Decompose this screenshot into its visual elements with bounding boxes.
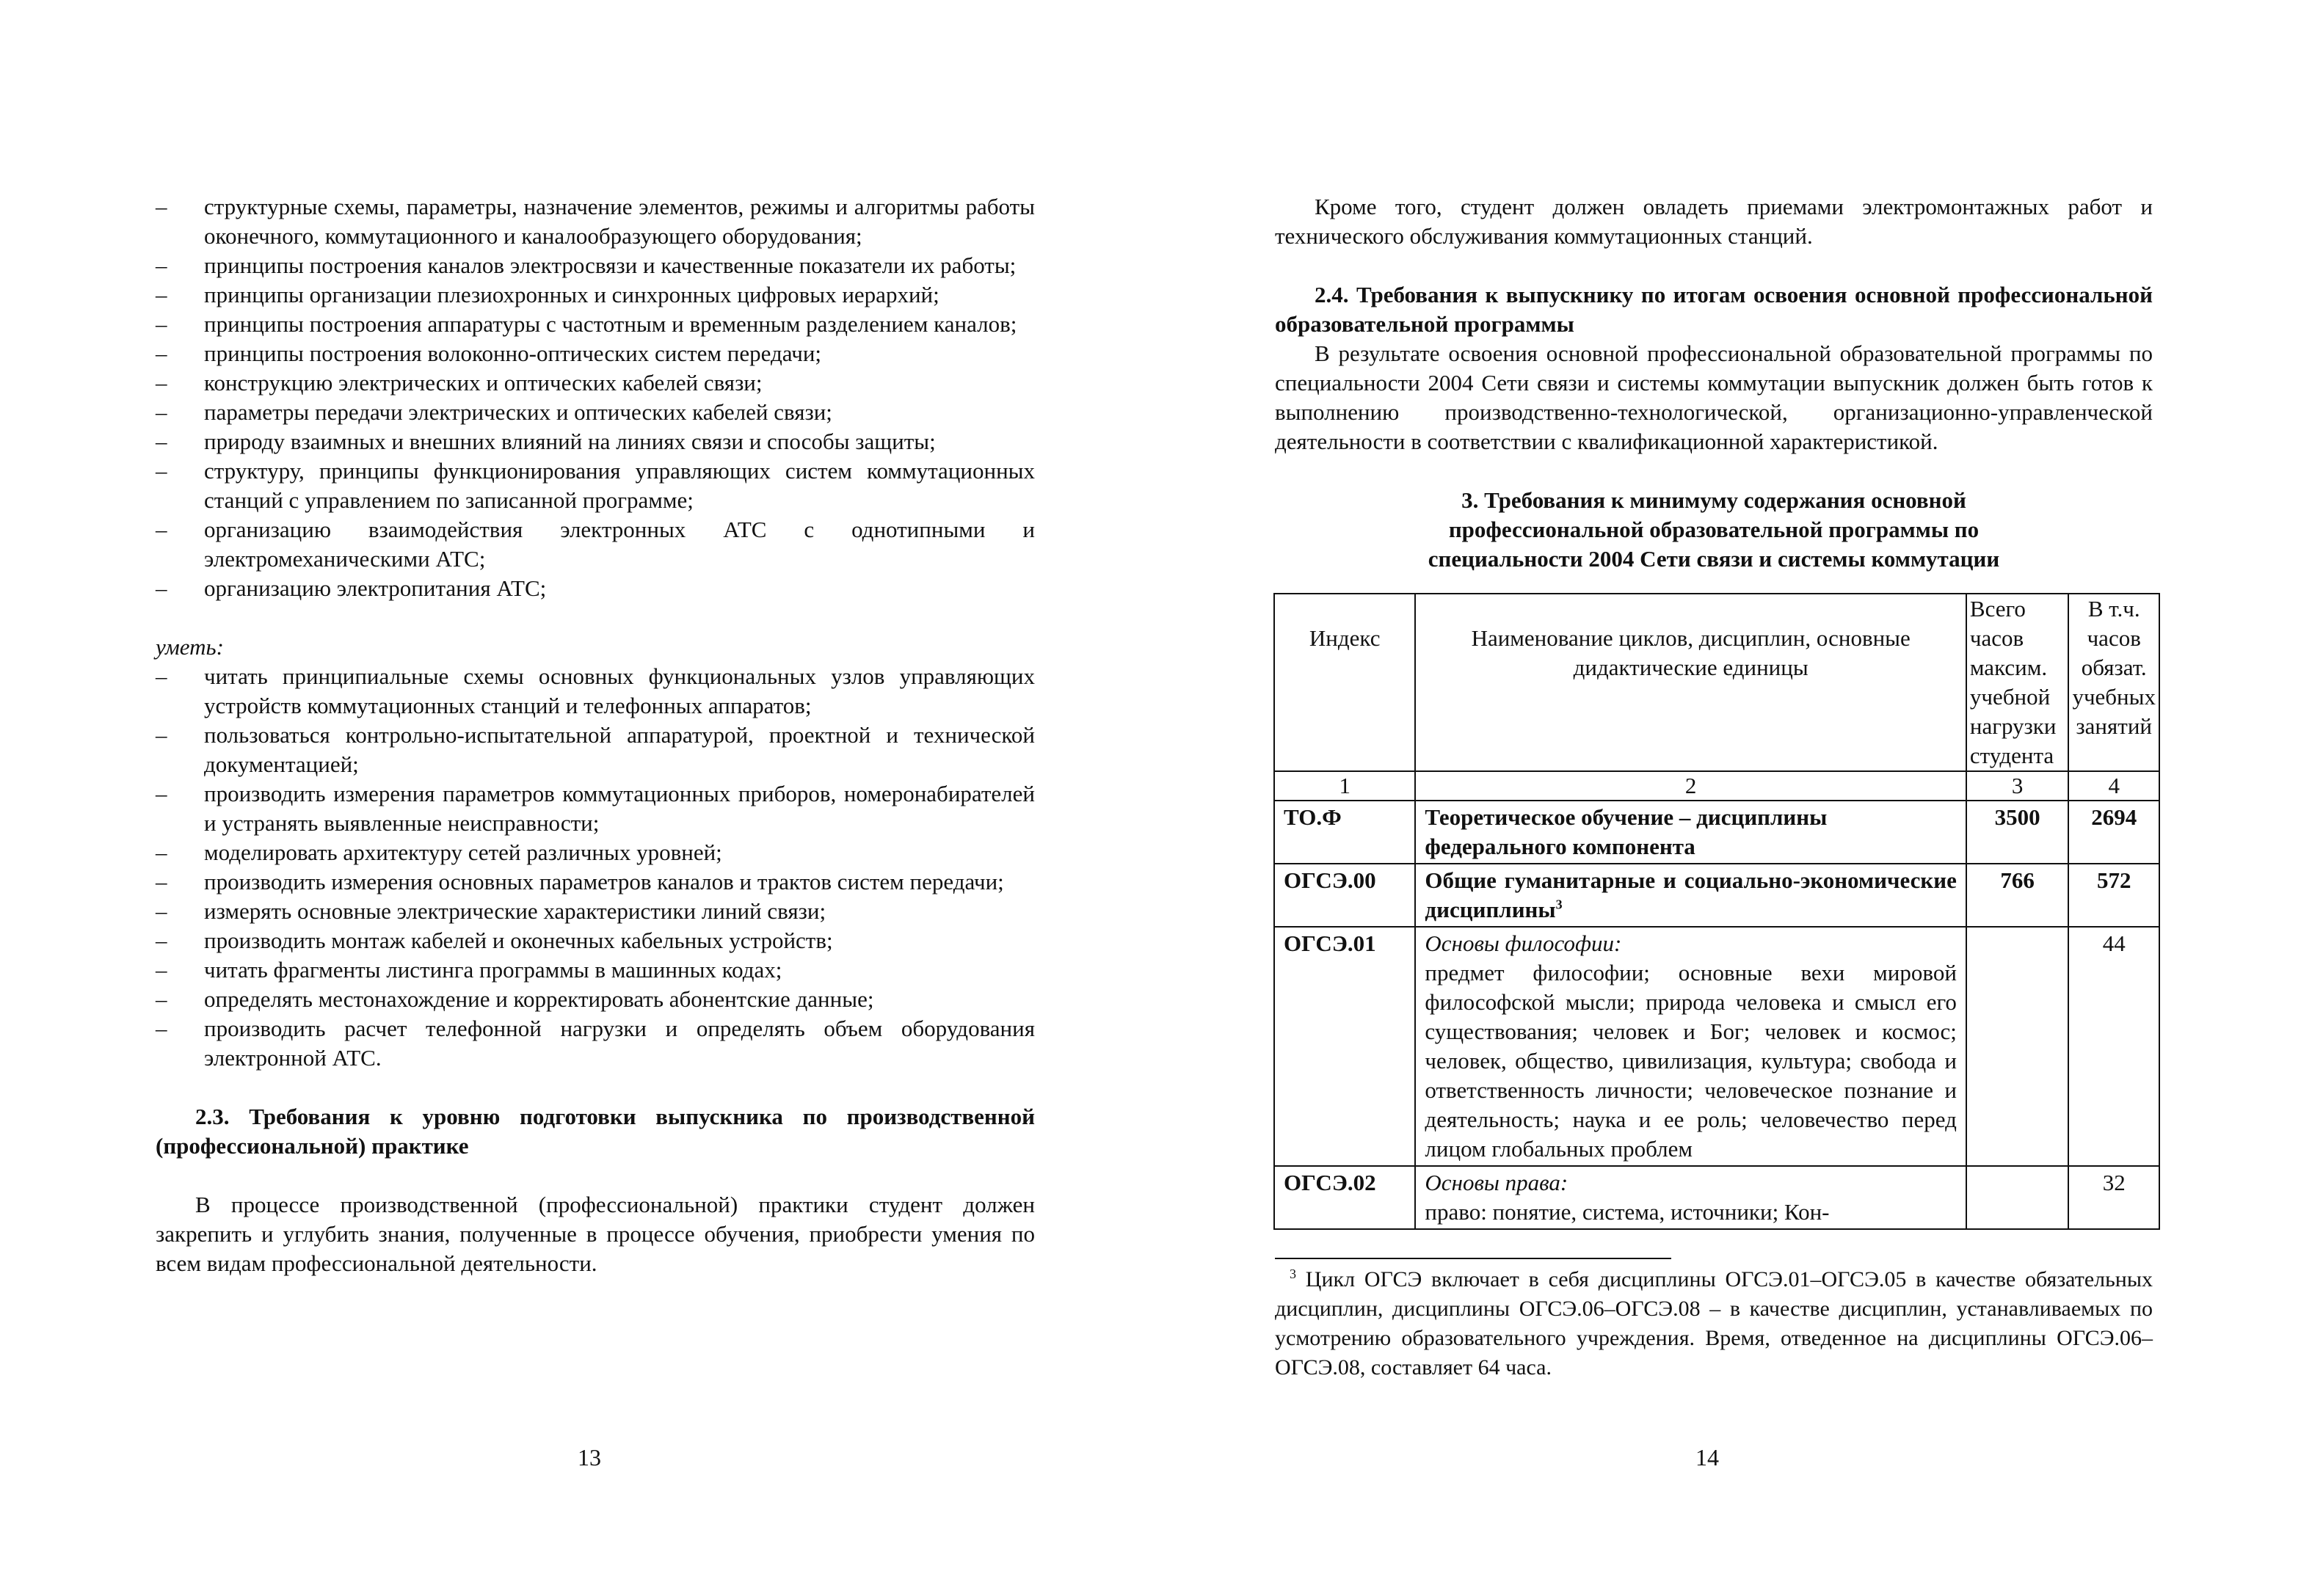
header-name: Наименование циклов, дисциплин, основные дидактические единицы bbox=[1415, 594, 1966, 771]
page-number-left: 13 bbox=[578, 1444, 601, 1471]
row-subtitle: Основы права: bbox=[1425, 1170, 1568, 1195]
footnote-marker: 3 bbox=[1555, 897, 1563, 912]
skills-list bbox=[156, 662, 1035, 1073]
section-2-4-heading: 2.4. Требования к выпускнику по итогам освоения основной профессиональной образовательной программы bbox=[1275, 282, 2153, 337]
list-item: – параметры передачи электрических и оптических кабелей связи; bbox=[156, 399, 832, 425]
header-index: Индекс bbox=[1274, 594, 1415, 771]
list-item: – читать принципиальные схемы основных функциональных узлов управляющих устройств коммутационных станций и телефонных аппаратов; bbox=[156, 663, 1035, 718]
footnote-divider bbox=[1275, 1258, 1671, 1259]
row-content-cell bbox=[1415, 1166, 1966, 1229]
list-item: – моделировать архитектуру сетей различных уровней; bbox=[156, 839, 722, 865]
table-row bbox=[1274, 1166, 2159, 1229]
row-index: ОГСЭ.00 bbox=[1274, 864, 1415, 927]
column-number: 3 bbox=[1966, 771, 2069, 801]
list-item: – природу взаимных и внешних влияний на линиях связи и способы защиты; bbox=[156, 429, 936, 454]
section-2-3-text: В процессе производственной (профессиональной) практики студент должен закрепить и углубить знания, полученные в процессе обучения, приобрести умения по всем видам профессиональной деятельности. bbox=[156, 1192, 1035, 1276]
section-3-title bbox=[1275, 486, 2153, 574]
list-item: – производить монтаж кабелей и оконечных кабельных устройств; bbox=[156, 928, 833, 953]
list-item: – структурные схемы, параметры, назначение элементов, режимы и алгоритмы работы оконечного, коммутационного и каналообразующего оборудования; bbox=[156, 194, 1035, 249]
row-mandatory: 32 bbox=[2068, 1166, 2159, 1229]
row-total: 3500 bbox=[1966, 801, 2069, 864]
table-row bbox=[1274, 927, 2159, 1166]
row-index: ТО.Ф bbox=[1274, 801, 1415, 864]
row-total: 766 bbox=[1966, 864, 2069, 927]
right-page-body bbox=[1275, 192, 2156, 1382]
list-item: – принципы построения аппаратуры с частотным и временным разделением каналов; bbox=[156, 311, 1017, 337]
left-page-body bbox=[156, 192, 1035, 1278]
row-total bbox=[1966, 927, 2069, 1166]
knowledge-list bbox=[156, 192, 1035, 603]
footnote-text: Цикл ОГСЭ включает в себя дисциплины ОГСЭ.01–ОГСЭ.05 в качестве обязательных дисциплин, дисциплины ОГСЭ.06–ОГСЭ.08 – в качестве дисциплин, устанавливаемых по усмотрению образовательного учреждения. Время, отведенное на дисциплины ОГСЭ.06–ОГСЭ.08, составляет 64 часа. bbox=[1275, 1267, 2153, 1380]
list-item: – производить измерения параметров коммутационных приборов, номеронабирателей и устранять выявленные неисправности; bbox=[156, 781, 1035, 836]
list-item: – читать фрагменты листинга программы в машинных кодах; bbox=[156, 957, 782, 983]
list-item: – определять местонахождение и корректировать абонентские данные; bbox=[156, 986, 874, 1012]
column-number: 2 bbox=[1415, 771, 1966, 801]
list-item: – измерять основные электрические характеристики линий связи; bbox=[156, 898, 826, 924]
list-item: – принципы организации плезиохронных и синхронных цифровых иерархий; bbox=[156, 282, 939, 307]
section-3-title-line: специальности 2004 Сети связи и системы коммутации bbox=[1428, 546, 2000, 572]
row-content-cell bbox=[1415, 927, 1966, 1166]
column-number: 4 bbox=[2068, 771, 2159, 801]
list-item: – структуру, принципы функционирования управляющих систем коммутационных станций с управлением по записанной программе; bbox=[156, 458, 1035, 513]
section-2-3-heading: 2.3. Требования к уровню подготовки выпускника по производственной (профессиональной) практике bbox=[156, 1104, 1035, 1159]
list-item: – принципы построения каналов электросвязи и качественные показатели их работы; bbox=[156, 252, 1017, 278]
row-title: Теоретическое обучение – дисциплины федерального компонента bbox=[1415, 801, 1966, 864]
list-item: – пользоваться контрольно-испытательной аппаратурой, проектной и технической документацией; bbox=[156, 722, 1035, 777]
column-number-row bbox=[1274, 771, 2159, 801]
section-3-title-line: 3. Требования к минимуму содержания основной bbox=[1461, 487, 1966, 513]
page-number-right: 14 bbox=[1695, 1444, 1719, 1471]
list-item: – принципы построения волоконно-оптических систем передачи; bbox=[156, 340, 822, 366]
row-total bbox=[1966, 1166, 2069, 1229]
table-row bbox=[1274, 801, 2159, 864]
row-mandatory: 572 bbox=[2068, 864, 2159, 927]
list-item: – конструкцию электрических и оптических кабелей связи; bbox=[156, 370, 763, 396]
table-header-row bbox=[1274, 594, 2159, 771]
footnote-number: 3 bbox=[1290, 1267, 1296, 1281]
list-item: – производить измерения основных параметров каналов и трактов систем передачи; bbox=[156, 869, 1004, 894]
list-item: – производить расчет телефонной нагрузки и определять объем оборудования электронной АТС. bbox=[156, 1016, 1035, 1071]
table-row bbox=[1274, 864, 2159, 927]
row-title-cell bbox=[1415, 864, 1966, 927]
section-2-4-text: В результате освоения основной профессиональной образовательной программы по специальности 2004 Сети связи и системы коммутации выпускник должен быть готов к выполнению производственно-технологической, организационно-управленческой деятельности в соответствии с квалификационной характеристикой. bbox=[1275, 340, 2153, 454]
column-number: 1 bbox=[1274, 771, 1415, 801]
section-3-title-line: профессиональной образовательной программы по bbox=[1448, 517, 1980, 542]
row-index: ОГСЭ.01 bbox=[1274, 927, 1415, 1166]
intro-text: Кроме того, студент должен овладеть приемами электромонтажных работ и технического обслуживания коммутационных станций. bbox=[1275, 194, 2153, 249]
header-total-hours: Всего часов максим. учебной нагрузки студента bbox=[1966, 594, 2069, 771]
footnote bbox=[1275, 1265, 2153, 1382]
row-title: Общие гуманитарные и социально-экономические дисциплины bbox=[1425, 867, 1957, 922]
row-content: право: понятие, система, источники; Кон- bbox=[1425, 1199, 1830, 1225]
list-item: – организацию электропитания АТС; bbox=[156, 575, 547, 601]
skills-label: уметь: bbox=[156, 634, 224, 660]
row-subtitle: Основы философии: bbox=[1425, 930, 1622, 956]
row-index: ОГСЭ.02 bbox=[1274, 1166, 1415, 1229]
list-item: – организацию взаимодействия электронных АТС с однотипными и электромеханическими АТС; bbox=[156, 517, 1035, 572]
row-mandatory: 44 bbox=[2068, 927, 2159, 1166]
header-mandatory-hours: В т.ч. часов обязат. учебных занятий bbox=[2068, 594, 2159, 771]
row-content: предмет философии; основные вехи мировой философской мысли; природа человека и смысл его существования; человек и Бог; человек и космос; человек, общество, цивилизация, культура; свобода и ответственность личности; человеческое познание и деятельность; наука и ее роль; человечество перед лицом глобальных проблем bbox=[1425, 960, 1957, 1162]
requirements-table bbox=[1273, 593, 2160, 1230]
row-mandatory: 2694 bbox=[2068, 801, 2159, 864]
